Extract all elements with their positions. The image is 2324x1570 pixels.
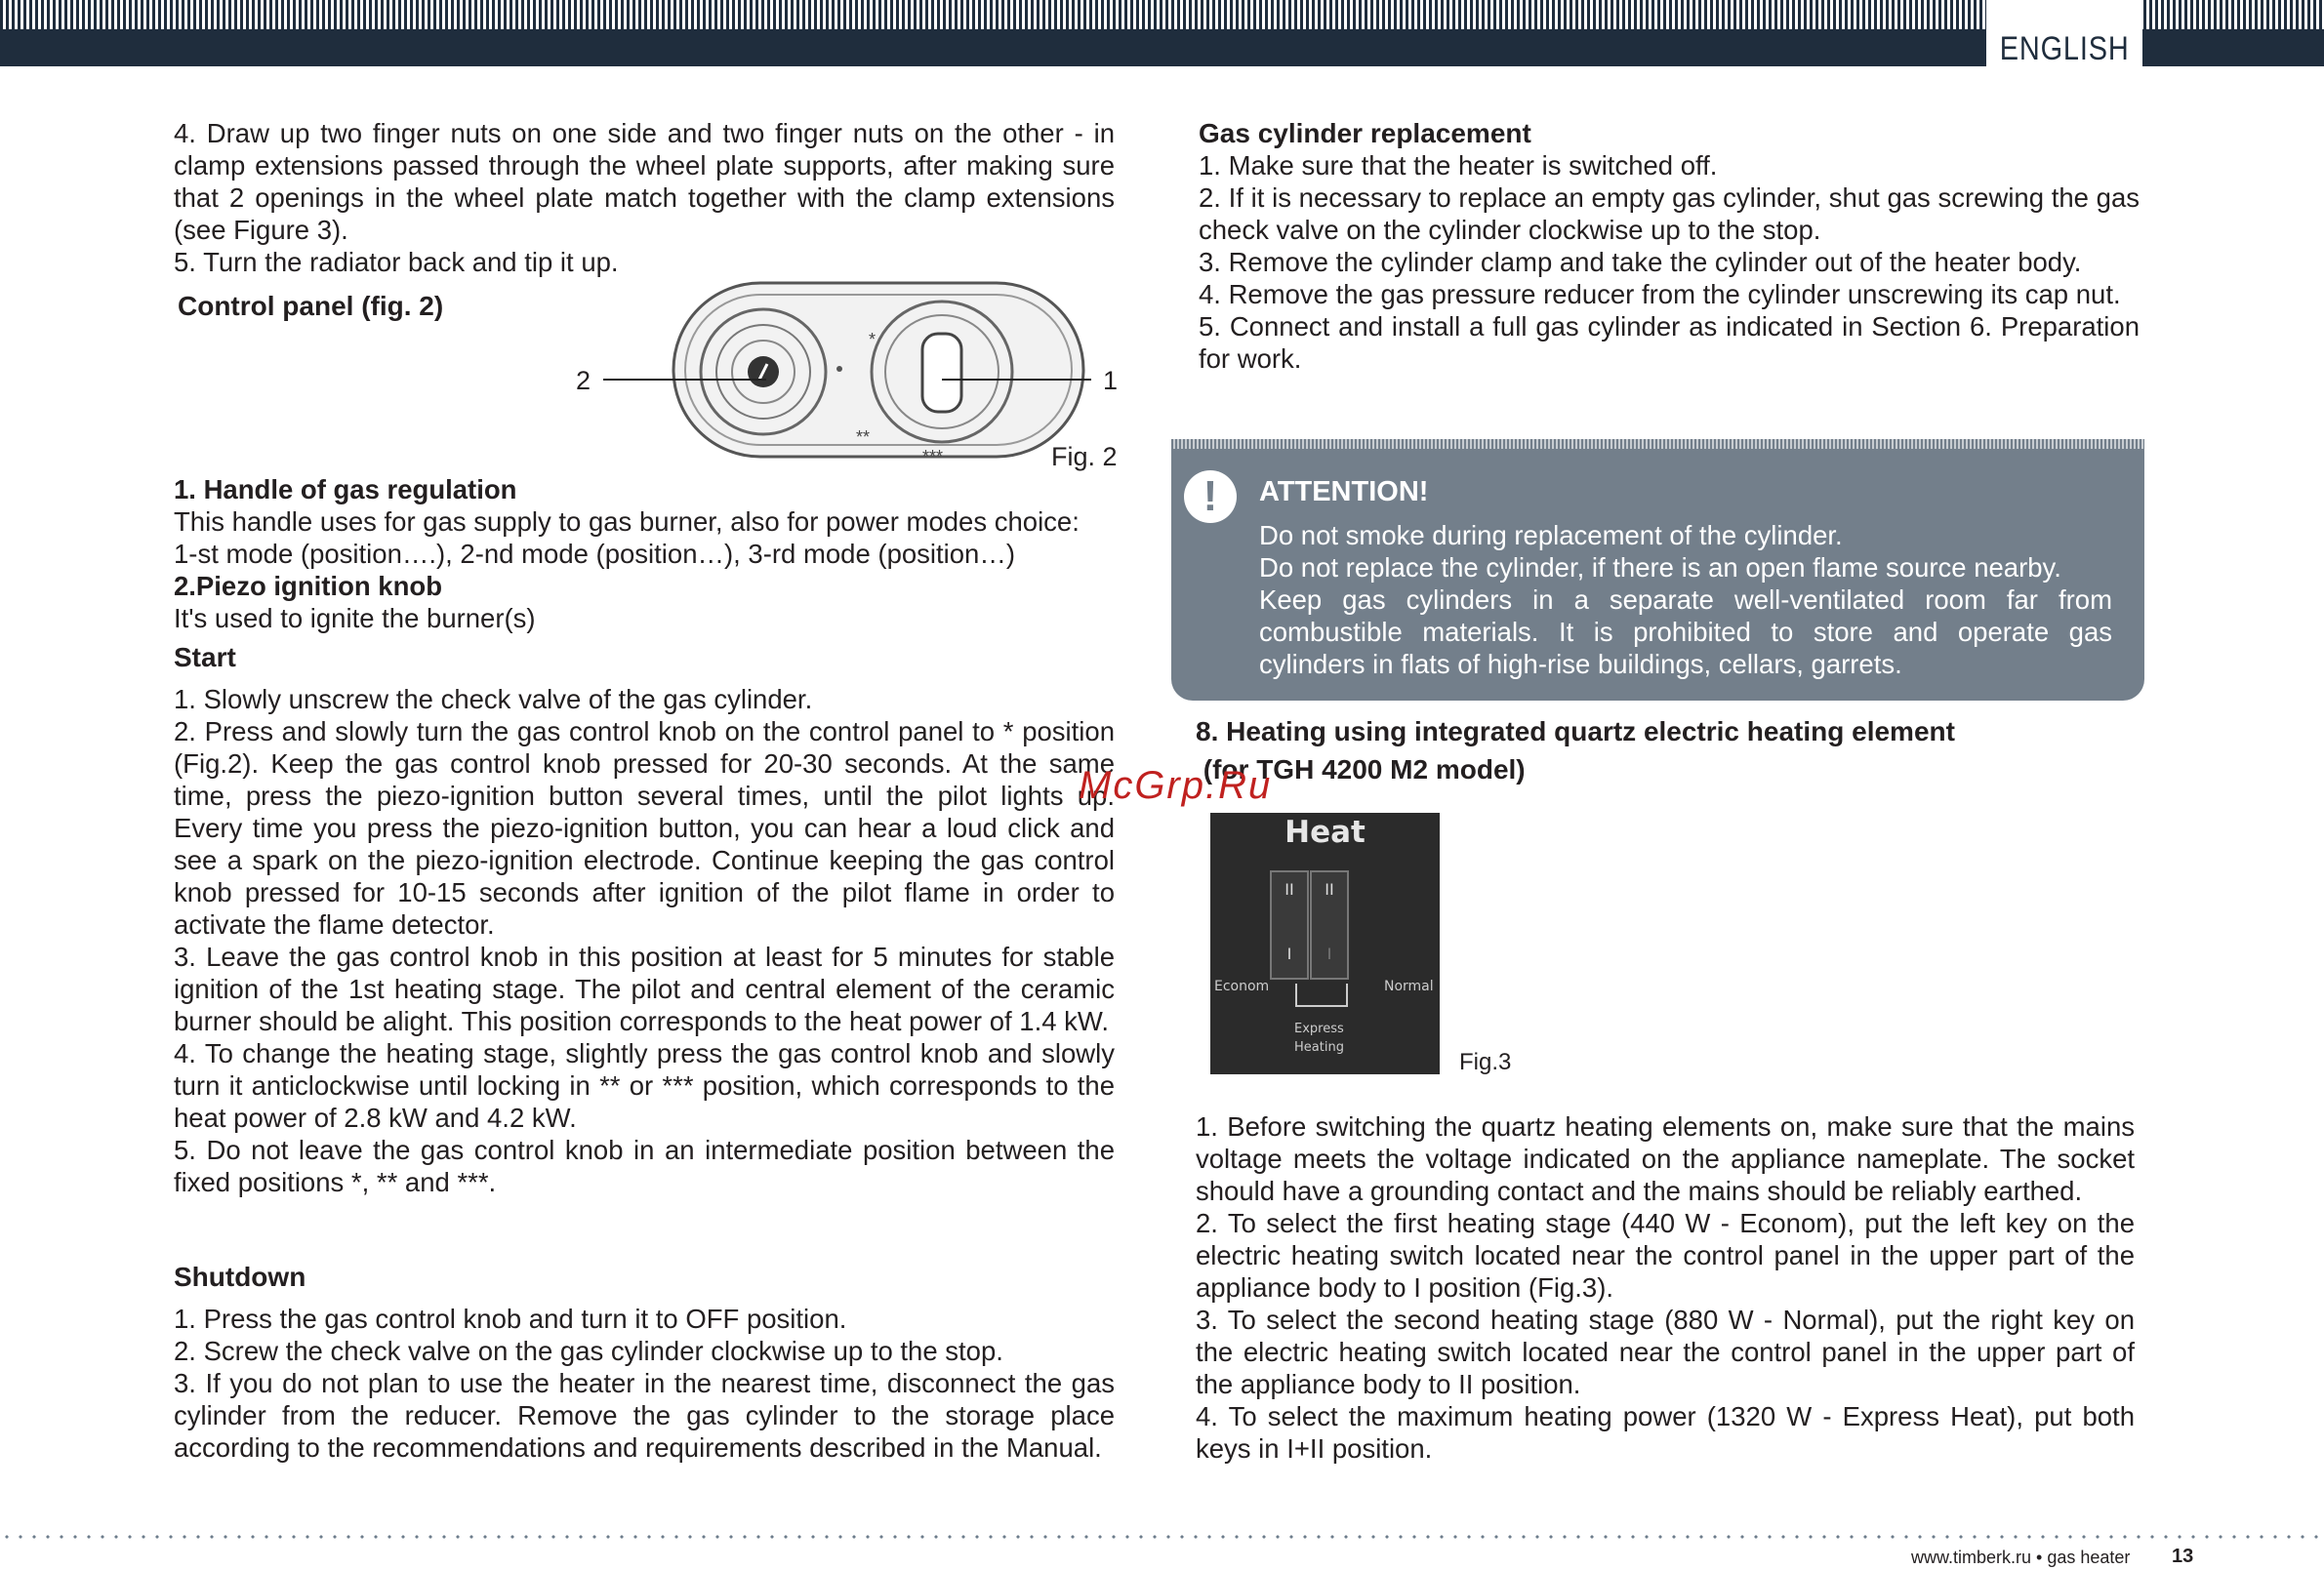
shutdown-title: Shutdown <box>174 1262 306 1292</box>
attention-line-1: Do not smoke during replacement of the cylinder. <box>1259 520 1843 550</box>
fig2-control-panel-drawing <box>576 273 1122 478</box>
shutdown-section <box>174 1261 1115 1464</box>
fig2-gas-knob-handle <box>922 334 961 412</box>
heating-step-4: 4. To select the maximum heating power (1320 W - Express Heat), put both keys in I+II position. <box>1196 1401 2135 1464</box>
start-step-4: 4. To change the heating stage, slightly press the gas control knob and slowly turn it anticlockwise until locking in ** or *** position, which corresponds to the heat power of 2.8 kW and 4.2 kW. <box>174 1038 1115 1133</box>
replacement-step-5: 5. Connect and install a full gas cylinder as indicated in Section 6. Preparation for work. <box>1199 311 2140 374</box>
header-bar <box>0 0 2324 66</box>
fig3-bracket <box>1296 984 1347 1006</box>
footer-dotted-line <box>0 1535 2324 1539</box>
intro-step-4: 4. Draw up two finger nuts on one side and two finger nuts on the other - in clamp extensions passed through the wheel plate supports, after making sure that 2 openings in the wheel plate match together with the clamp extensions (see Figure 3). <box>174 118 1115 245</box>
piezo-text: It's used to ignite the burner(s) <box>174 603 536 633</box>
shutdown-step-1: 1. Press the gas control knob and turn it to OFF position. <box>174 1304 847 1334</box>
attention-hatch <box>1171 439 2144 449</box>
fig2-label-2: 2 <box>576 366 591 395</box>
fig3-switch-photo <box>1210 813 1440 1074</box>
handle-text-2: 1-st mode (position….), 2-nd mode (position…), 3-rd mode (position…) <box>174 539 1016 569</box>
start-step-2: 2. Press and slowly turn the gas control knob on the control panel to * position (Fig.2). Keep the gas control knob pressed for 20-30 seconds. At the same time, press the piezo-ignition button several times, until the pilot lights up. Every time you press the piezo-ignition button, you can hear a loud click and see a spark on the piezo-ignition electrode. Continue keeping the gas control knob pressed for 10-15 seconds after ignition of the pilot flame in order to activate the flame detector. <box>174 716 1115 940</box>
handle-title: 1. Handle of gas regulation <box>174 474 517 504</box>
fig3-label-econom: Econom <box>1214 979 1270 994</box>
watermark: McGrp.Ru <box>1079 764 1273 807</box>
section8-heading <box>1196 715 2137 785</box>
fig2-panel-outline <box>673 283 1083 457</box>
fig3-label-heating: Heating <box>1294 1040 1344 1055</box>
heating-step-1: 1. Before switching the quartz heating elements on, make sure that the mains voltage meets the voltage indicated on the appliance nameplate. The socket should have a grounding contact and the mains should be reliably earthed. <box>1196 1111 2135 1206</box>
fig2-label-1: 1 <box>1103 366 1119 395</box>
replacement-title: Gas cylinder replacement <box>1199 118 1531 148</box>
piezo-title: 2.Piezo ignition knob <box>174 571 442 601</box>
start-step-5: 5. Do not leave the gas control knob in an intermediate position between the fixed positions *, ** and ***. <box>174 1135 1115 1197</box>
attention-line-2: Do not replace the cylinder, if there is an open flame source nearby. <box>1259 552 2061 583</box>
fig3-label-normal: Normal <box>1384 979 1434 994</box>
replacement-step-2: 2. If it is necessary to replace an empty gas cylinder, shut gas screwing the gas check valve on the cylinder clockwise up to the stop. <box>1199 182 2140 245</box>
controls-description <box>174 473 1115 634</box>
attention-box <box>1171 439 2144 701</box>
attention-line-3: Keep gas cylinders in a separate well-ventilated room far from combustible materials. It is prohibited to store and operate gas cylinders in flats of high-rise buildings, cellars, garrets. <box>1259 584 2112 679</box>
start-step-3: 3. Leave the gas control knob in this position at least for 5 minutes for stable ignition of the 1st heating stage. The pilot and central element of the ceramic burner should be alight. This position corresponds to the heat power of 1.4 kW. <box>174 942 1115 1036</box>
heating-steps <box>1196 1110 2135 1465</box>
fig2-position-2: ** <box>856 427 871 447</box>
intro-text <box>174 117 1115 278</box>
fig3-title: Heat <box>1284 815 1366 850</box>
header-hatch <box>0 0 2324 29</box>
fig3-right-i: I <box>1326 945 1332 963</box>
shutdown-step-2: 2. Screw the check valve on the gas cylinder clockwise up to the stop. <box>174 1336 1003 1366</box>
fig2-position-3: *** <box>922 447 944 466</box>
language-label: ENGLISH <box>1999 30 2130 67</box>
start-step-1: 1. Slowly unscrew the check valve of the gas cylinder. <box>174 684 813 714</box>
fig3-caption: Fig.3 <box>1459 1049 1512 1075</box>
heating-step-3: 3. To select the second heating stage (880 W - Normal), put the right key on the electric heating switch located near the control panel in the upper part of the appliance body to II position. <box>1196 1305 2135 1399</box>
shutdown-step-3: 3. If you do not plan to use the heater in the nearest time, disconnect the gas cylinder from the reducer. Remove the gas cylinder to the storage place according to the recommendations and requirements described in the Manual. <box>174 1368 1115 1463</box>
control-panel-title: Control panel (fig. 2) <box>178 291 444 321</box>
fig2-caption: Fig. 2 <box>1051 442 1118 471</box>
heating-step-2: 2. To select the first heating stage (440 W - Econom), put the left key on the electric heating switch located near the control panel in the upper part of the appliance body to I position (Fig.3). <box>1196 1208 2135 1303</box>
handle-text-1: This handle uses for gas supply to gas burner, also for power modes choice: <box>174 506 1080 537</box>
fig3-left-i: I <box>1286 945 1292 963</box>
attention-text <box>1259 519 2112 680</box>
page-number: 13 <box>2172 1546 2194 1567</box>
start-section <box>174 641 1115 1198</box>
section8-subtitle: (for TGH 4200 M2 model) <box>1196 754 1526 785</box>
fig3-label-express: Express <box>1294 1022 1344 1036</box>
fig3-drawing <box>1210 813 1440 1074</box>
fig2-dot <box>836 366 842 372</box>
fig3-right-ii: II <box>1325 880 1334 899</box>
attention-title: ATTENTION! <box>1259 476 1429 507</box>
fig2-position-1: * <box>869 330 877 349</box>
replacement-step-4: 4. Remove the gas pressure reducer from the cylinder unscrewing its cap nut. <box>1199 279 2121 309</box>
replacement-step-1: 1. Make sure that the heater is switched off. <box>1199 150 1718 181</box>
intro-step-5: 5. Turn the radiator back and tip it up. <box>174 247 619 277</box>
section8-title: 8. Heating using integrated quartz electric heating element <box>1196 716 1955 746</box>
fig3-left-ii: II <box>1284 880 1294 899</box>
footer-site: www.timberk.ru • gas heater <box>1911 1548 2131 1567</box>
start-title: Start <box>174 642 236 672</box>
replacement-step-3: 3. Remove the cylinder clamp and take the cylinder out of the heater body. <box>1199 247 2082 277</box>
language-tab <box>1986 0 2142 74</box>
replacement-section <box>1199 117 2140 375</box>
exclamation-icon: ! <box>1184 470 1237 523</box>
